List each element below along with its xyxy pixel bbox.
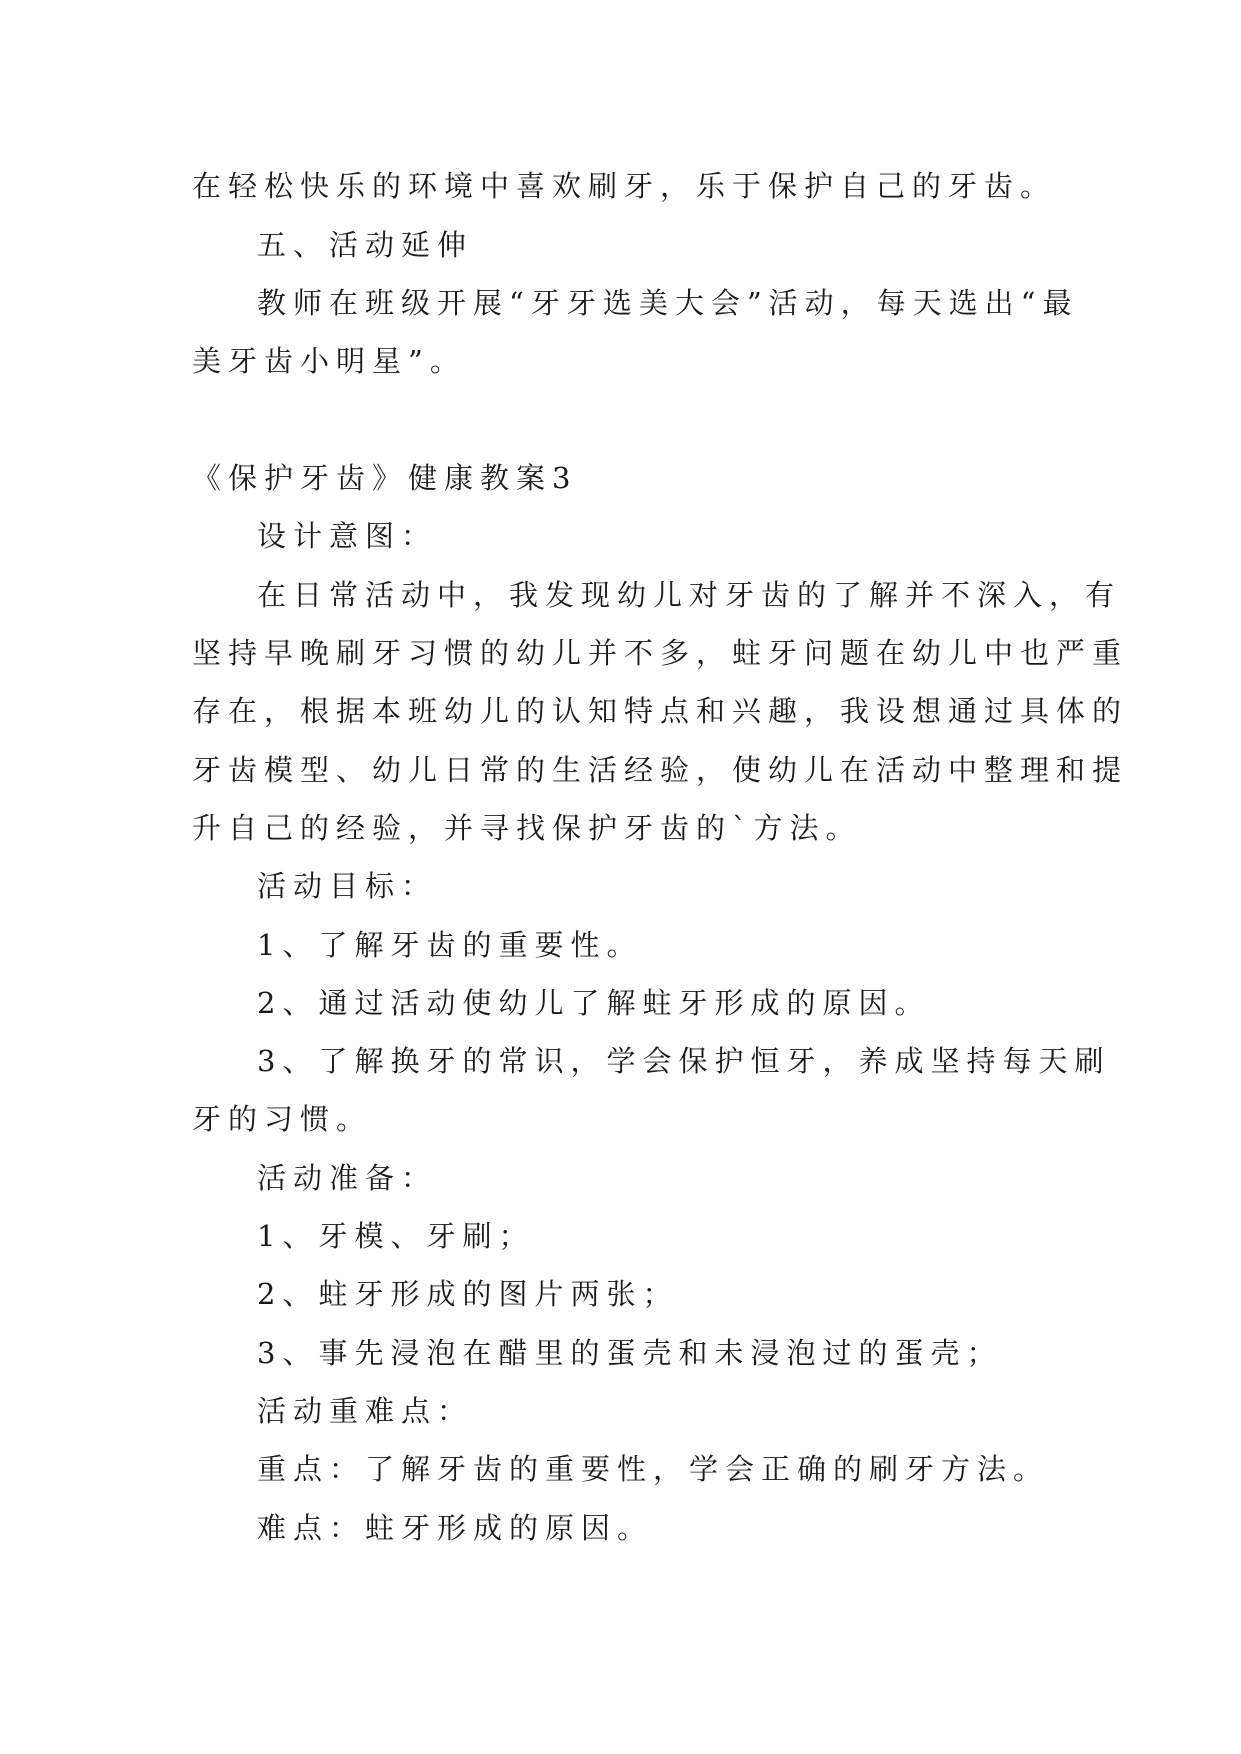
paragraph-text: 升自己的经验，并寻找保护牙齿的`方法。 bbox=[192, 811, 862, 845]
paragraph-text: 在日常活动中，我发现幼儿对牙齿的了解并不深入，有 bbox=[257, 578, 1122, 612]
list-item: 3、事先浸泡在醋里的蛋壳和未浸泡过的蛋壳； bbox=[257, 1336, 1003, 1370]
list-item: 2、蛀牙形成的图片两张； bbox=[257, 1277, 679, 1311]
paragraph-text: 美牙齿小明星”。 bbox=[192, 344, 466, 378]
section-heading: 设计意图： bbox=[257, 519, 438, 553]
paragraph-text: 坚持早晚刷牙习惯的幼儿并不多，蛀牙问题在幼儿中也严重 bbox=[192, 636, 1129, 670]
paragraph-text: 在轻松快乐的环境中喜欢刷牙，乐于保护自己的牙齿。 bbox=[192, 169, 1057, 203]
paragraph-text: 难点：蛀牙形成的原因。 bbox=[257, 1511, 654, 1545]
list-item: 2、通过活动使幼儿了解蛀牙形成的原因。 bbox=[257, 986, 931, 1020]
document-title: 《保护牙齿》健康教案3 bbox=[192, 461, 578, 495]
list-item: 1、牙模、牙刷； bbox=[257, 1219, 535, 1253]
paragraph-text: 存在，根据本班幼儿的认知特点和兴趣，我设想通过具体的 bbox=[192, 694, 1129, 728]
list-item: 1、了解牙齿的重要性。 bbox=[257, 928, 643, 962]
section-heading: 五、活动延伸 bbox=[257, 228, 474, 262]
list-item: 3、了解换牙的常识，学会保护恒牙，养成坚持每天刷 bbox=[257, 1044, 1111, 1078]
list-item: 牙的习惯。 bbox=[192, 1102, 373, 1136]
paragraph-text: 牙齿模型、幼儿日常的生活经验，使幼儿在活动中整理和提 bbox=[192, 753, 1129, 787]
paragraph-text: 教师在班级开展“牙牙选美大会”活动，每天选出“最 bbox=[257, 286, 1079, 320]
section-heading: 活动重难点： bbox=[257, 1394, 474, 1428]
paragraph-text: 重点：了解牙齿的重要性，学会正确的刷牙方法。 bbox=[257, 1452, 1050, 1486]
section-heading: 活动目标： bbox=[257, 869, 438, 903]
section-heading: 活动准备： bbox=[257, 1161, 438, 1195]
